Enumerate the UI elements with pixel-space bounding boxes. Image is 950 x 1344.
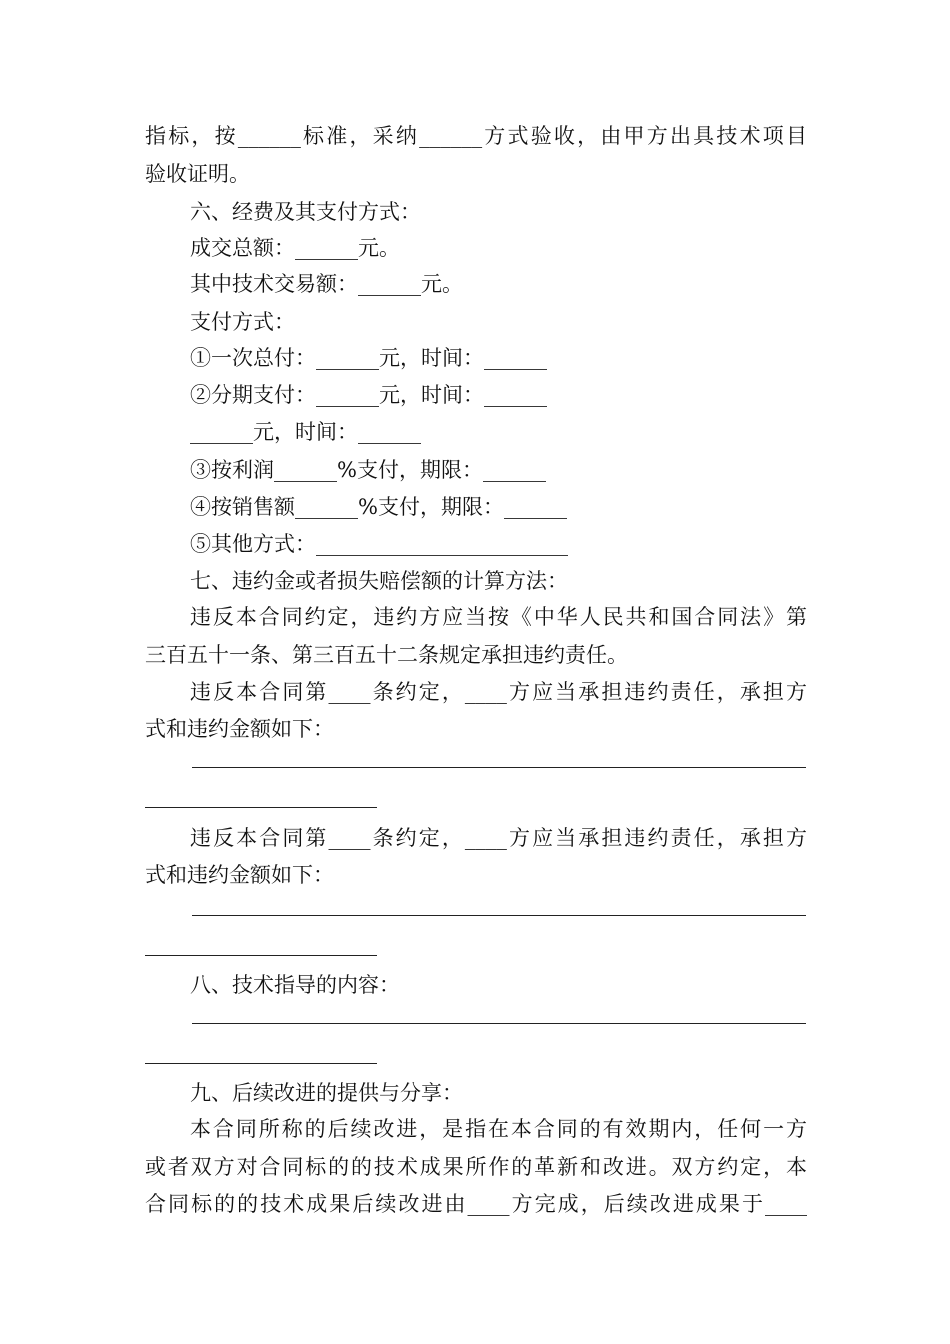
blank-line <box>145 1063 377 1064</box>
blank-line <box>192 915 806 916</box>
section-heading-7: 七、违约金或者损失赔偿额的计算方法： <box>190 569 568 593</box>
text-line: 其中技术交易额：______元。 <box>190 272 463 296</box>
blank-line <box>145 955 377 956</box>
text-line: 支付方式： <box>190 310 295 334</box>
section-heading-9: 九、后续改进的提供与分享： <box>190 1081 463 1105</box>
blank-line <box>192 767 806 768</box>
text-line: 式和违约金额如下： <box>145 863 334 887</box>
text-line: 合同标的的技术成果后续改进由____方完成，后续改进成果于____ <box>145 1192 807 1216</box>
text-line: 违反本合同约定，违约方应当按《中华人民共和国合同法》第 <box>190 605 807 629</box>
text-line: ⑤其他方式：________________________ <box>190 532 568 556</box>
text-line: 或者双方对合同标的的技术成果所作的革新和改进。双方约定，本 <box>145 1155 807 1179</box>
text-line: 三百五十一条、第三百五十二条规定承担违约责任。 <box>145 643 628 667</box>
text-line: ③按利润______%支付，期限：______ <box>190 458 546 482</box>
text-line: 指标，按______标准，采纳______方式验收，由甲方出具技术项目 <box>145 124 807 148</box>
text-line: ④按销售额______%支付，期限：______ <box>190 495 567 519</box>
text-line: ①一次总付：______元，时间：______ <box>190 346 547 370</box>
text-line: 违反本合同第____条约定，____方应当承担违约责任，承担方 <box>190 826 807 850</box>
section-heading-6: 六、经费及其支付方式： <box>190 200 421 224</box>
text-line: ______元，时间：______ <box>190 420 421 444</box>
text-line: 验收证明。 <box>145 162 250 186</box>
section-heading-8: 八、技术指导的内容： <box>190 973 400 997</box>
text-line: 本合同所称的后续改进，是指在本合同的有效期内，任何一方 <box>190 1117 807 1141</box>
text-line: 成交总额：______元。 <box>190 236 400 260</box>
blank-line <box>192 1023 806 1024</box>
text-line: 违反本合同第____条约定，____方应当承担违约责任，承担方 <box>190 680 807 704</box>
text-line: 式和违约金额如下： <box>145 717 334 741</box>
blank-line <box>145 807 377 808</box>
text-line: ②分期支付：______元，时间：______ <box>190 383 547 407</box>
